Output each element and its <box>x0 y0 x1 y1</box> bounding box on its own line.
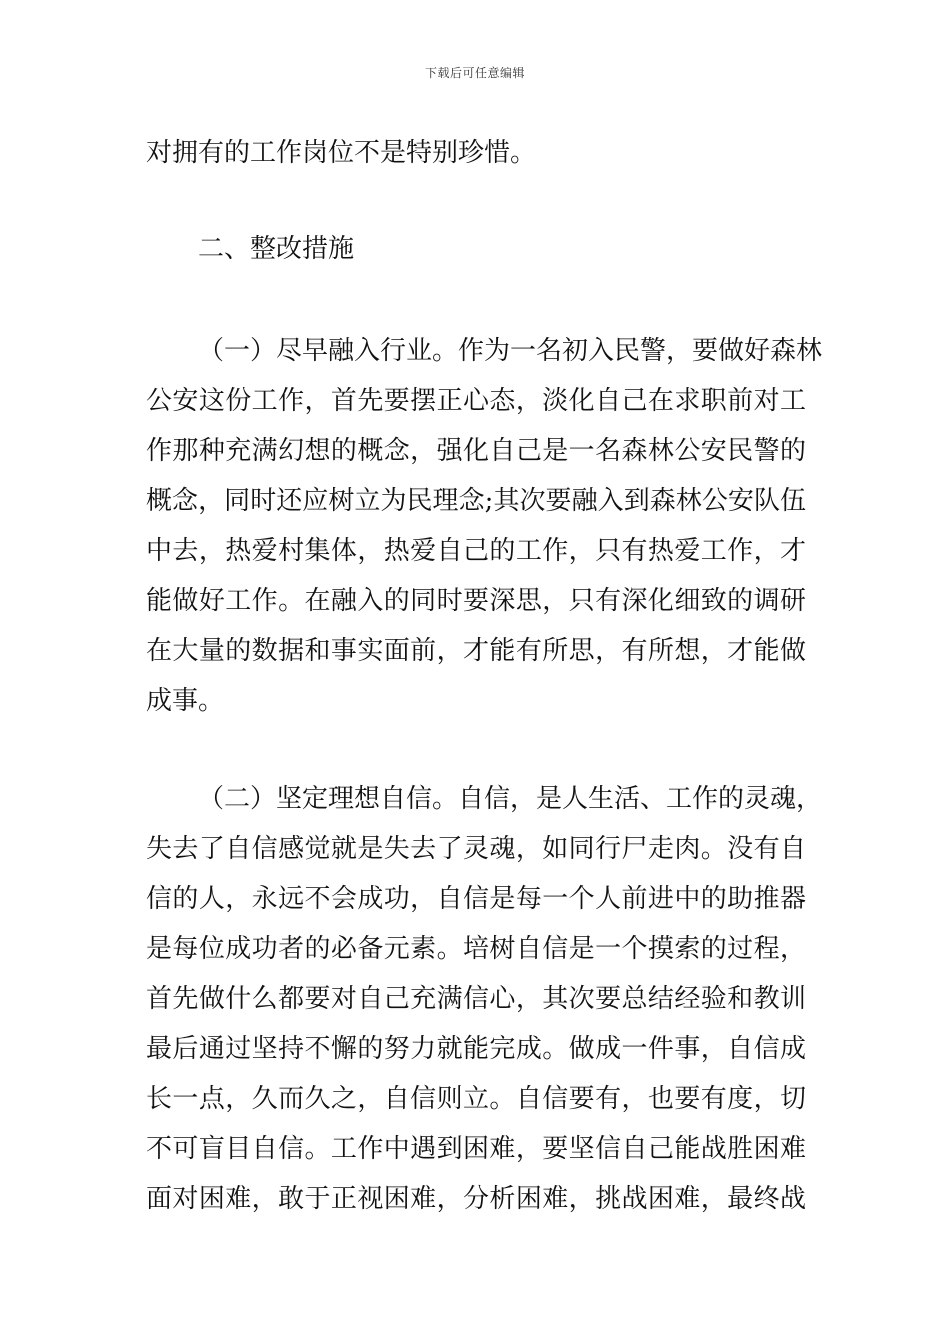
text-line: （一）尽早融入行业。作为一名初入民警，要做好森林 <box>198 336 823 366</box>
text-line: 失去了自信感觉就是失去了灵魂，如同行尸走肉。没有自 <box>146 834 806 864</box>
text-line: 信的人，永远不会成功，自信是每一个人前进中的助推器 <box>146 884 806 914</box>
text-line: 概念，同时还应树立为民理念;其次要融入到森林公安队伍 <box>146 486 806 516</box>
text-line: 公安这份工作，首先要摆正心态，淡化自己在求职前对工 <box>146 386 806 416</box>
text-line: 对拥有的工作岗位不是特别珍惜。 <box>146 138 537 168</box>
paragraph-confidence <box>146 774 823 1224</box>
text-line: 在大量的数据和事实面前，才能有所思，有所想，才能做 <box>146 636 806 666</box>
text-line: 成事。 <box>146 686 225 716</box>
text-line: （二）坚定理想自信。自信，是人生活、工作的灵魂， <box>198 784 823 814</box>
text-line: 首先做什么都要对自己充满信心，其次要总结经验和教训 <box>146 984 806 1014</box>
paragraph-continuation <box>146 128 806 178</box>
header-note: 下载后可任意编辑 <box>424 66 525 80</box>
text-line: 能做好工作。在融入的同时要深思，只有深化细致的调研 <box>146 586 806 616</box>
text-line: 不可盲目自信。工作中遇到困难，要坚信自己能战胜困难 <box>146 1134 806 1164</box>
text-line: 作那种充满幻想的概念，强化自己是一名森林公安民警的 <box>146 436 806 466</box>
text-line: 中去，热爱村集体，热爱自己的工作，只有热爱工作，才 <box>146 536 806 566</box>
text-line: 最后通过坚持不懈的努力就能完成。做成一件事，自信成 <box>146 1034 806 1064</box>
section-heading <box>146 224 806 274</box>
text-line: 长一点，久而久之，自信则立。自信要有，也要有度，切 <box>146 1084 806 1114</box>
heading-text: 二、整改措施 <box>198 234 355 264</box>
text-line: 是每位成功者的必备元素。培树自信是一个摸索的过程， <box>146 934 806 964</box>
text-line: 面对困难，敢于正视困难，分析困难，挑战困难，最终战 <box>146 1184 806 1214</box>
paragraph-integrate-industry <box>146 326 823 726</box>
